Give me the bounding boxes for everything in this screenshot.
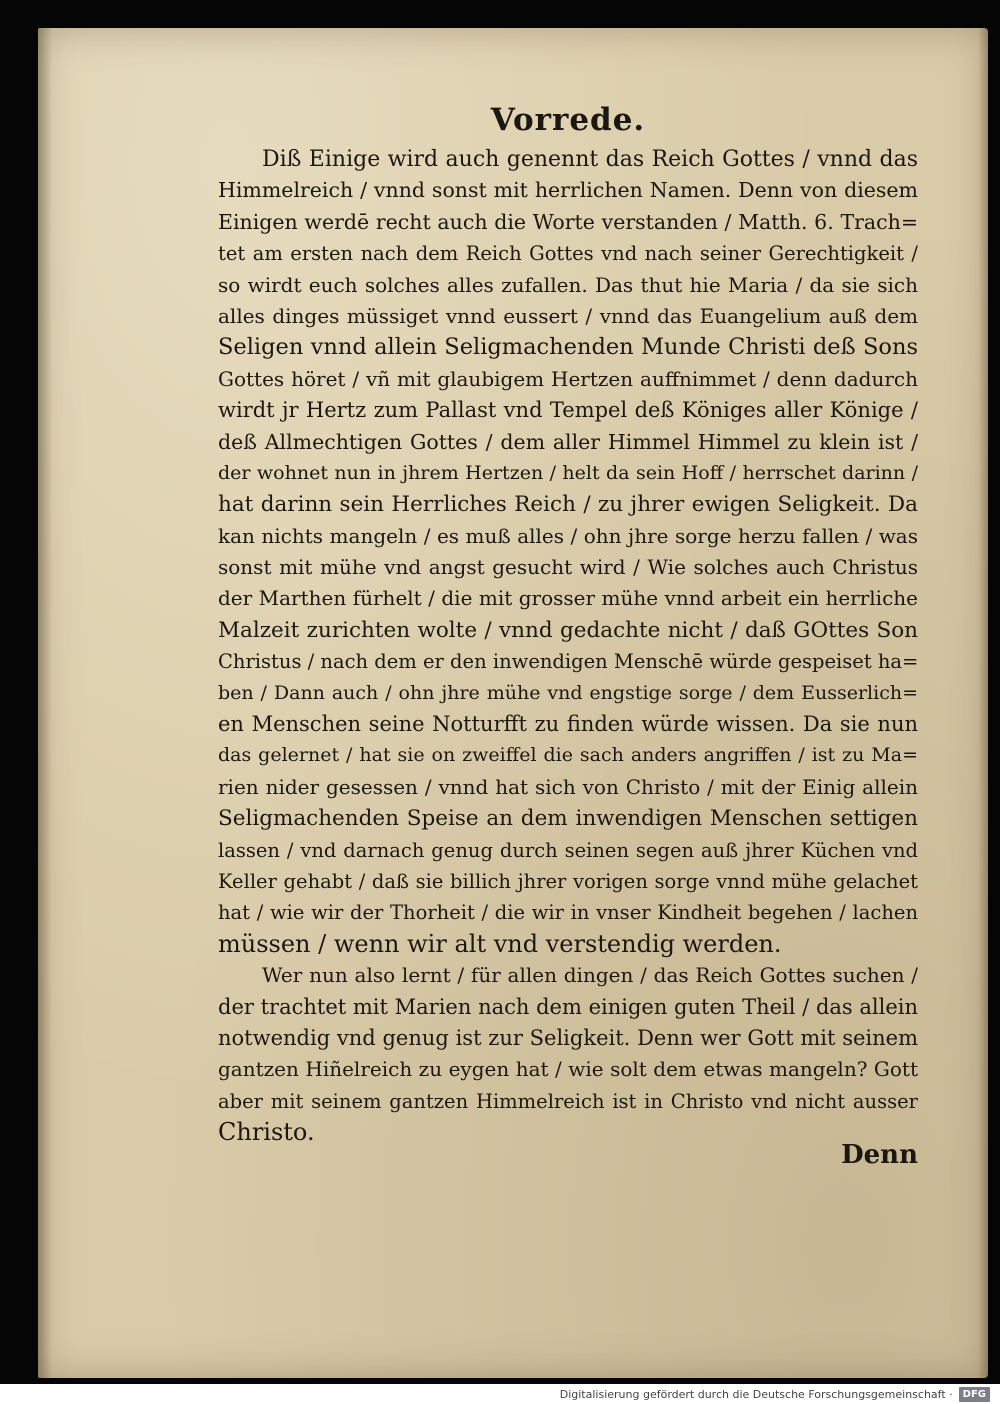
text-line: tet am ersten nach dem Reich Gottes vnd nach seiner Gerechtigkeit / — [218, 242, 918, 266]
book-page — [38, 28, 988, 1378]
page-edge-shadow-left — [38, 28, 52, 1378]
text-line: hat darinn sein Herrliches Reich / zu jhrer ewigen Seligkeit. Da — [218, 492, 918, 518]
text-line: Wer nun also lernt / für allen dingen / das Reich Gottes suchen / — [262, 963, 918, 988]
catchword: Denn — [841, 1140, 918, 1170]
text-line: alles dinges müssiget vnnd eussert / vnnd das Euangelium auß dem — [218, 303, 918, 328]
dfg-logo[interactable]: DFG — [959, 1387, 990, 1402]
text-line: der trachtet mit Marien nach dem einigen guten Theil / das allein — [218, 994, 918, 1019]
text-line: Christus / nach dem er den inwendigen Menschē würde gespeiset ha= — [218, 650, 919, 674]
funding-credit-text: Digitalisierung gefördert durch die Deutsche Forschungsgemeinschaft · — [559, 1387, 953, 1401]
text-line: das gelernet / hat sie on zweiffel die sach anders angriffen / ist zu Ma= — [218, 744, 918, 767]
page-heading: Vorrede. — [490, 102, 646, 138]
page-edge-shadow-right — [978, 28, 988, 1378]
text-line: sonst mit mühe vnd angst gesucht wird / Wie solches auch Christus — [218, 555, 918, 580]
text-line: Seligen vnnd allein Seligmachenden Munde Christi deß Sons — [218, 334, 918, 361]
text-line: aber mit seinem gantzen Himmelreich ist in Christo vnd nicht ausser — [218, 1089, 918, 1113]
text-line: Keller gehabt / daß sie billich jhrer vorigen sorge vnnd mühe gelachet — [218, 869, 918, 893]
text-line: Einigen werdē recht auch die Worte verstanden / Matth. 6. Trach= — [218, 209, 918, 234]
text-line: der Marthen fürhelt / die mit grosser mühe vnnd arbeit ein herrliche — [218, 586, 918, 611]
text-line: ben / Dann auch / ohn jhre mühe vnd engstige sorge / dem Eusserlich= — [218, 681, 918, 704]
text-line: Diß Einige wird auch genennt das Reich Gottes / vnnd das — [262, 147, 918, 172]
text-line: deß Allmechtigen Gottes / dem aller Himmel Himmel zu klein ist / — [218, 429, 918, 454]
text-line: Gottes höret / vñ mit glaubigem Hertzen auffnimmet / denn dadurch — [218, 366, 918, 391]
text-line: notwendig vnd genug ist zur Seligkeit. Denn wer Gott mit seinem — [218, 1025, 918, 1050]
text-line: lassen / vnd darnach genug durch seinen segen auß jhrer Küchen vnd — [218, 838, 918, 862]
text-line: Christo. — [218, 1118, 315, 1147]
text-line: Malzeit zurichten wolte / vnnd gedachte nicht / daß GOttes Son — [218, 617, 918, 643]
text-line: gantzen Hiñelreich zu eygen hat / wie solt dem etwas mangeln? Gott — [218, 1057, 918, 1082]
page-text-block — [218, 100, 918, 1149]
text-line: Himmelreich / vnnd sonst mit herrlichen Namen. Denn von diesem — [218, 178, 918, 203]
text-line: en Menschen seine Notturfft zu finden würde wissen. Da sie nun — [218, 712, 918, 737]
text-line: Seligmachenden Speise an dem inwendigen Menschen settigen — [218, 806, 918, 832]
text-line: müssen / wenn wir alt vnd verstendig werden. — [218, 929, 782, 958]
text-line: so wirdt euch solches alles zufallen. Das thut hie Maria / da sie sich — [218, 272, 918, 297]
text-line: wirdt jr Hertz zum Pallast vnd Tempel deß Königes aller Könige / — [218, 398, 918, 423]
text-line: der wohnet nun in jhrem Hertzen / helt da sein Hoff / herrschet darinn / — [218, 461, 918, 484]
text-line: rien nider gesessen / vnnd hat sich von Christo / mit der Einig allein — [218, 774, 918, 799]
footer-credit-bar — [0, 1384, 1000, 1404]
text-line: kan nichts mangeln / es muß alles / ohn jhre sorge herzu fallen / was — [218, 523, 918, 548]
text-line: hat / wie wir der Thorheit / die wir in vnser Kindheit begehen / lachen — [218, 901, 918, 925]
